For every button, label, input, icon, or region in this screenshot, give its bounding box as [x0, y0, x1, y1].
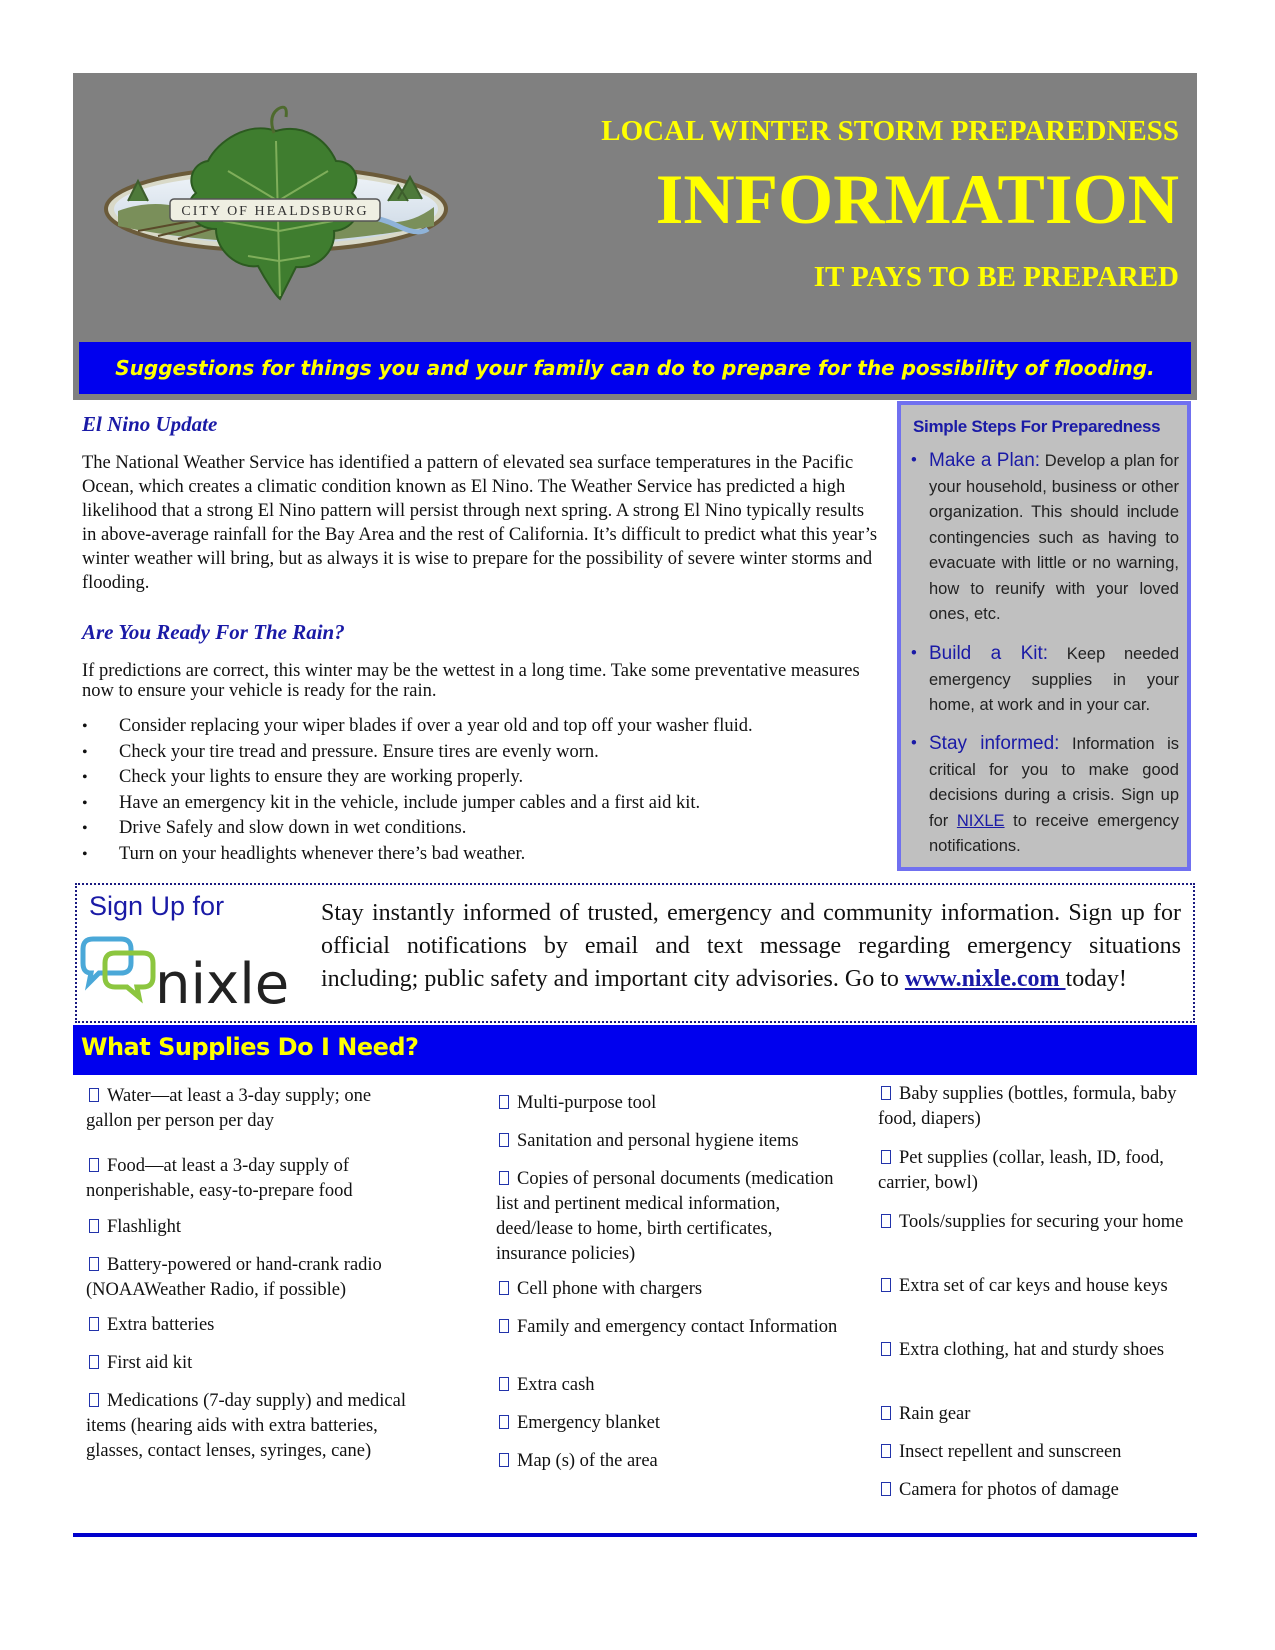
checkbox-icon — [499, 1319, 509, 1333]
step-lead: Stay informed: — [929, 733, 1060, 754]
checkbox-icon — [89, 1393, 99, 1407]
nixle-link[interactable]: NIXLE — [956, 811, 1005, 830]
step-build-a-kit — [911, 641, 1179, 719]
preparedness-sidebar — [897, 401, 1191, 871]
supply-item: Camera for photos of damage — [878, 1478, 1119, 1503]
checkbox-icon — [499, 1281, 509, 1295]
supplies-header — [73, 1025, 1197, 1075]
nixle-signup-label: Sign Up for — [89, 891, 225, 921]
supply-item: Tools/supplies for securing your home — [878, 1210, 1183, 1235]
checkbox-icon — [89, 1317, 99, 1331]
supply-item: Extra cash — [496, 1373, 595, 1398]
checkbox-icon — [881, 1406, 891, 1420]
checkbox-icon — [881, 1150, 891, 1164]
rain-intro: If predictions are correct, this winter may be the wettest in a long time. Take some preventative measures now to ensure your vehicle is ready for the rain. — [82, 661, 860, 701]
header-tagline: IT PAYS TO BE PREPARED — [813, 261, 1179, 293]
step-text: Develop a plan for your household, business or other organization. This should include contingencies such as having to evacuate with little or no warning, how to reunify with your loved ones, etc. — [929, 452, 1179, 623]
checkbox-icon — [499, 1453, 509, 1467]
list-item: • Drive Safely and slow down in wet conditions. — [82, 816, 882, 842]
checkbox-icon — [881, 1086, 891, 1100]
supply-item: Battery-powered or hand-crank radio (NOAAWeather Radio, if possible) — [86, 1255, 382, 1300]
supply-item: Extra clothing, hat and sturdy shoes — [878, 1338, 1164, 1363]
page-title: INFORMATION — [655, 161, 1179, 239]
header-subtitle: LOCAL WINTER STORM PREPAREDNESS — [601, 115, 1179, 147]
checkbox-icon — [89, 1355, 99, 1369]
step-stay-informed — [911, 731, 1179, 860]
checkbox-icon — [89, 1257, 99, 1271]
supply-item: Copies of personal documents (medication list and pertinent medical information, deed/lease to home, birth certificates, insurance policies) — [496, 1169, 834, 1264]
nixle-text: Stay instantly informed of trusted, emergency and community information. Sign up for official notifications by email and text message regarding emergency situations including; public safety and important city advisories. Go to — [321, 900, 1181, 992]
bullet-icon: • — [911, 451, 917, 469]
supply-item: Emergency blanket — [496, 1411, 660, 1436]
checkbox-icon — [89, 1088, 99, 1102]
svg-text:CITY OF HEALDSBURG: CITY OF HEALDSBURG — [181, 204, 369, 219]
supply-item: First aid kit — [86, 1351, 192, 1376]
step-text: to receive emergency notifications. — [929, 811, 1179, 855]
nixle-text-end: today! — [1065, 966, 1127, 992]
list-item: • Check your tire tread and pressure. Ensure tires are evenly worn. — [82, 740, 882, 766]
checkbox-icon — [881, 1278, 891, 1292]
supply-item: Extra batteries — [86, 1313, 214, 1338]
checkbox-icon — [499, 1133, 509, 1147]
banner — [73, 338, 1197, 400]
city-logo — [98, 101, 453, 301]
nixle-description — [321, 897, 1181, 996]
banner-text: Suggestions for things you and your family can do to prepare for the possibility of flooding. — [79, 342, 1191, 394]
step-lead: Build a Kit: — [929, 643, 1049, 664]
bottom-divider — [73, 1533, 1197, 1537]
checkbox-icon — [89, 1158, 99, 1172]
svg-text:nixle: nixle — [155, 952, 290, 1011]
bullet-icon: • — [911, 734, 917, 752]
checkbox-icon — [881, 1444, 891, 1458]
list-item: • Have an emergency kit in the vehicle, include jumper cables and a first aid kit. — [82, 791, 882, 817]
checkbox-icon — [881, 1342, 891, 1356]
supplies-title: What Supplies Do I Need? — [81, 1033, 419, 1061]
checkbox-icon — [881, 1214, 891, 1228]
supply-item: Pet supplies (collar, leash, ID, food, carrier, bowl) — [878, 1148, 1164, 1193]
list-item: • Turn on your headlights whenever there’s bad weather. — [82, 842, 882, 868]
checkbox-icon — [499, 1415, 509, 1429]
supply-item: Medications (7-day supply) and medical items (hearing aids with extra batteries, glasses, contact lenses, syringes, cane) — [86, 1391, 406, 1461]
checkbox-icon — [499, 1171, 509, 1185]
step-text: Keep needed emergency supplies in your home, at work and in your car. — [929, 645, 1179, 714]
list-item: • Check your lights to ensure they are working properly. — [82, 765, 882, 791]
el-nino-heading: El Nino Update — [82, 412, 218, 436]
supply-item: Family and emergency contact Information — [496, 1315, 837, 1340]
supply-item: Sanitation and personal hygiene items — [496, 1129, 799, 1154]
rain-checklist — [82, 714, 882, 867]
supply-item: Map (s) of the area — [496, 1449, 658, 1474]
supply-item: Baby supplies (bottles, formula, baby food, diapers) — [878, 1084, 1177, 1129]
step-make-a-plan — [911, 448, 1179, 628]
checkbox-icon — [89, 1219, 99, 1233]
supply-item: Cell phone with chargers — [496, 1277, 702, 1302]
checkbox-icon — [499, 1377, 509, 1391]
bullet-icon: • — [911, 644, 917, 662]
rain-heading: Are You Ready For The Rain? — [82, 620, 345, 644]
header — [73, 73, 1197, 338]
supply-item: Insect repellent and sunscreen — [878, 1440, 1121, 1465]
supply-item: Food—at least a 3-day supply of nonperishable, easy-to-prepare food — [86, 1156, 353, 1201]
step-lead: Make a Plan: — [929, 450, 1041, 471]
list-item: • Consider replacing your wiper blades if over a year old and top off your washer fluid. — [82, 714, 882, 740]
supply-item: Water—at least a 3-day supply; one gallon per person per day — [86, 1086, 372, 1131]
el-nino-body: The National Weather Service has identified a pattern of elevated sea surface temperatures in the Pacific Ocean, which creates a climatic condition known as El Nino. The Weather Service has predicted a high likelihood that a strong El Nino pattern will persist through next spring. A strong El Nino typically results in above-average rainfall for the Bay Area and the rest of California. It’s difficult to predict what this year’s winter weather will bring, but as always it is wise to prepare for the possibility of severe winter storms and flooding. — [82, 453, 878, 593]
nixle-signup-box — [75, 883, 1195, 1023]
supply-item: Multi-purpose tool — [496, 1091, 656, 1116]
supply-item: Flashlight — [86, 1215, 181, 1240]
supply-item: Extra set of car keys and house keys — [878, 1274, 1168, 1299]
checkbox-icon — [499, 1095, 509, 1109]
nixle-url-link[interactable]: www.nixle.com — [904, 966, 1066, 992]
checkbox-icon — [881, 1482, 891, 1496]
sidebar-title: Simple Steps For Preparedness — [913, 417, 1161, 436]
nixle-logo — [77, 933, 302, 1011]
step-text: Information is critical for you to make good decisions during a crisis. Sign up for — [929, 735, 1180, 830]
supply-item: Rain gear — [878, 1402, 970, 1427]
